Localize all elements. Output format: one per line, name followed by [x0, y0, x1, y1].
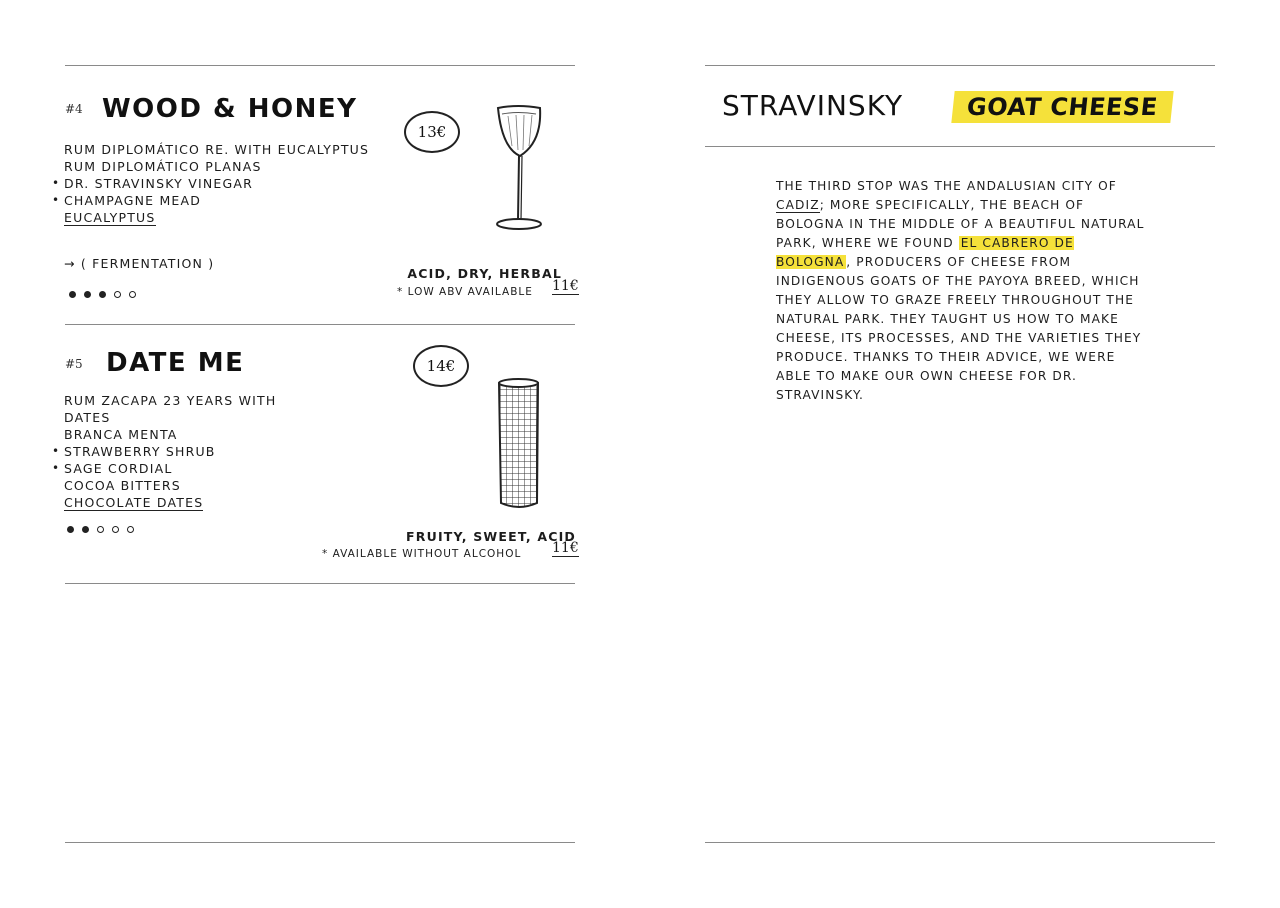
section-divider	[65, 583, 575, 584]
section-divider	[65, 324, 575, 325]
intensity-dot	[127, 526, 134, 533]
story-text: THE THIRD STOP WAS THE ANDALUSIAN CITY OF	[776, 179, 1117, 193]
variant-note: * AVAILABLE WITHOUT ALCOHOL	[322, 548, 522, 560]
story-city: CADIZ	[776, 198, 820, 212]
intensity-rating	[67, 526, 134, 533]
intensity-dot	[82, 526, 89, 533]
ingredient-item-text: EUCALYPTUS	[64, 210, 156, 225]
ingredient-list	[64, 141, 369, 226]
ingredient-item-text: CHOCOLATE DATES	[64, 495, 204, 510]
price-value: 13€	[417, 123, 447, 141]
intensity-dot	[67, 526, 74, 533]
ingredient-item: RUM ZACAPA 23 YEARS WITH DATES	[64, 393, 277, 425]
intensity-dot	[97, 526, 104, 533]
story-highlight-title: GOAT CHEESE	[951, 91, 1173, 123]
ingredient-item	[64, 494, 284, 511]
title-divider	[705, 146, 1215, 147]
coupe-glass-icon	[488, 102, 548, 232]
flavor-tags: ACID, DRY, HERBAL	[407, 266, 562, 281]
cocktail-number: #4	[65, 102, 83, 116]
ingredient-item: COCOA BITTERS	[64, 478, 181, 493]
cocktail-name: DATE ME	[106, 348, 245, 378]
story-title: STRAVINSKY	[722, 89, 904, 122]
highball-glass-icon	[494, 377, 544, 512]
ingredient-item: • SAGE CORDIAL	[64, 460, 284, 477]
right-page	[640, 0, 1280, 908]
ingredient-item: RUM DIPLOMÁTICO PLANAS	[64, 159, 262, 174]
variant-note: * LOW ABV AVAILABLE	[397, 286, 533, 298]
story-producer-highlight: EL CABRERO DE BOLOGNA	[776, 236, 1074, 269]
ingredient-item: RUM DIPLOMÁTICO RE. WITH EUCALYPTUS	[64, 142, 370, 157]
story-text: , PRODUCERS OF CHEESE FROM INDIGENOUS GOATS OF THE PAYOYA BREED, WHICH THEY ALLOW TO GRAZE FREELY THROUGHOUT THE NATURAL PARK. THEY TAUGHT US HOW TO MAKE CHEESE, ITS PROCESSES, AND THE VARIETIES THEY PRODUCE. THANKS TO THEIR ADVICE, WE WERE ABLE TO MAKE OUR OWN CHEESE FOR DR. STRAVINSKY.	[776, 255, 1142, 402]
cocktail-name: WOOD & HONEY	[102, 94, 358, 124]
intensity-dot	[69, 291, 76, 298]
variant-price: 11€	[552, 278, 579, 294]
bottom-rule	[65, 842, 575, 843]
intensity-dot	[99, 291, 106, 298]
top-rule	[65, 65, 575, 66]
intensity-dot	[84, 291, 91, 298]
intensity-rating	[69, 291, 136, 298]
ingredient-item: • DR. STRAVINSKY VINEGAR	[64, 175, 369, 192]
ingredient-list	[64, 392, 284, 511]
ingredient-item: BRANCA MENTA	[64, 427, 178, 442]
bottom-rule	[705, 842, 1215, 843]
ingredient-item: • STRAWBERRY SHRUB	[64, 443, 284, 460]
ingredient-item	[64, 209, 369, 226]
intensity-dot	[114, 291, 121, 298]
cocktail-number: #5	[65, 357, 83, 371]
flavor-tags: FRUITY, SWEET, ACID	[406, 529, 576, 544]
price-badge	[404, 111, 460, 153]
variant-price: 11€	[552, 540, 579, 556]
intensity-dot	[112, 526, 119, 533]
story-paragraph	[776, 177, 1148, 405]
story-text: ; MORE SPECIFICALLY, THE BEACH OF BOLOGNA IN THE MIDDLE OF A BEAUTIFUL NATURAL PARK, WHERE WE FOUND	[776, 198, 1145, 250]
ingredient-item: • CHAMPAGNE MEAD	[64, 192, 369, 209]
fermentation-note: → ( FERMENTATION )	[64, 256, 215, 271]
price-badge	[413, 345, 469, 387]
price-value: 14€	[426, 357, 456, 375]
intensity-dot	[129, 291, 136, 298]
top-rule	[705, 65, 1215, 66]
